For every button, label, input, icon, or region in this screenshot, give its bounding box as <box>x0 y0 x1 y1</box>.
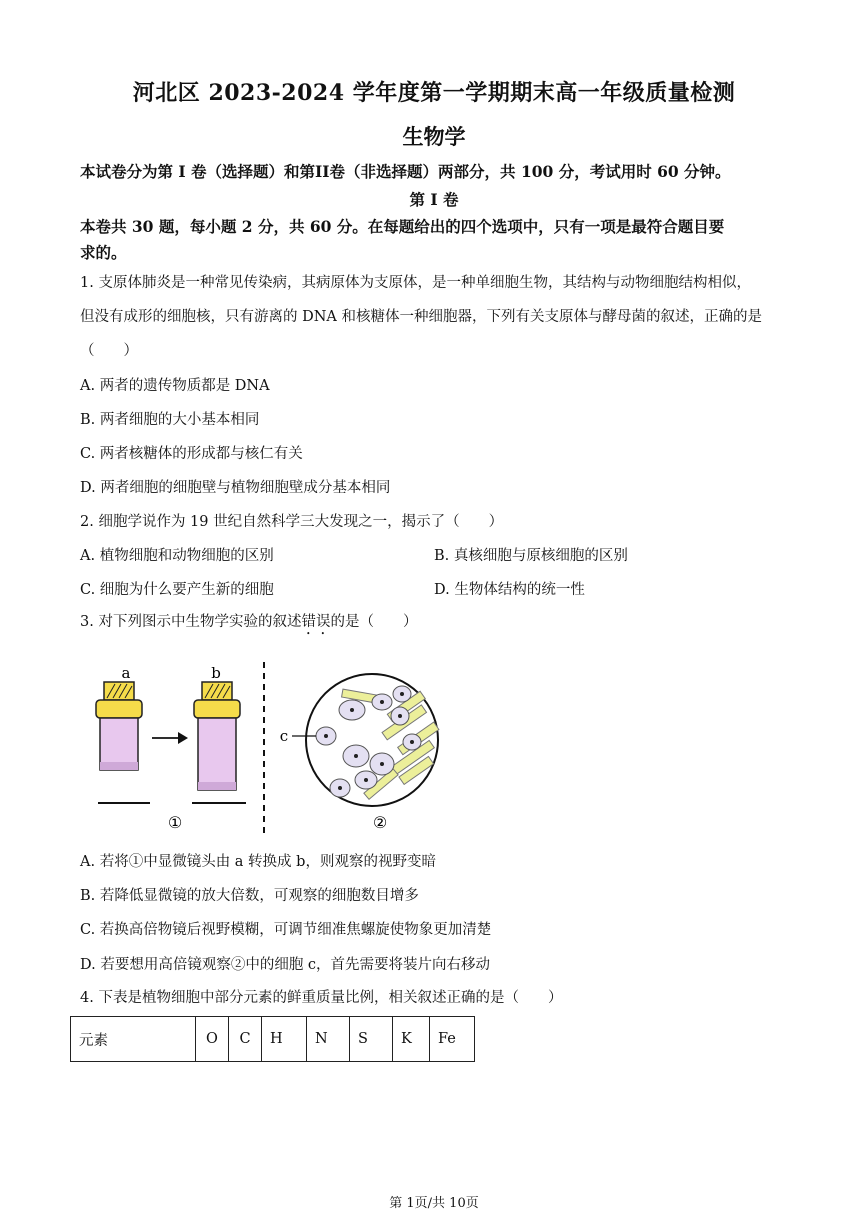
table-header-cell: K <box>393 1017 430 1062</box>
objective-lens-b <box>194 682 240 790</box>
q3-stem-prefix: 3. 对下列图示中生物学实验的叙述 <box>80 614 302 630</box>
label-figure-1: ① <box>167 813 183 832</box>
table-header-cell: Fe <box>430 1017 475 1062</box>
q1-option-d: D. 两者细胞的细胞壁与植物细胞壁成分基本相同 <box>80 480 391 496</box>
instructions-line-2: 求的。 <box>80 243 127 262</box>
part-title: 第 I 卷 <box>409 190 459 209</box>
exam-title: 河北区 2023-2024 学年度第一学期期末高一年级质量检测 <box>132 80 736 106</box>
q2-option-a: A. 植物细胞和动物细胞的区别 <box>80 548 274 564</box>
q3-option-d: D. 若要想用高倍镜观察②中的细胞 c，首先需要将装片向右移动 <box>80 957 491 973</box>
q2-option-b: B. 真核细胞与原核细胞的区别 <box>434 548 628 564</box>
table-header-cell: H <box>262 1017 307 1062</box>
q1-option-a: A. 两者的遗传物质都是 DNA <box>80 378 270 394</box>
q3-stem-suffix: 的是（ ） <box>330 614 418 630</box>
q1-stem-line-1: 1. 支原体肺炎是一种常见传染病，其病原体为支原体，是一种单细胞生物，其结构与动物细胞结构相似， <box>80 275 751 291</box>
label-figure-2: ② <box>372 813 388 832</box>
microscope-field-of-view <box>292 674 439 806</box>
exam-intro: 本试卷分为第 I 卷（选择题）和第II卷（非选择题）两部分，共 100 分，考试用时 60 分钟。 <box>80 162 731 181</box>
q3-option-a: A. 若将①中显微镜头由 a 转换成 b，则观察的视野变暗 <box>80 854 436 870</box>
table-header-cell: S <box>350 1017 393 1062</box>
q1-option-c: C. 两者核糖体的形成都与核仁有关 <box>80 446 303 462</box>
table-header-cell: N <box>307 1017 350 1062</box>
table-header-cell: O <box>196 1017 229 1062</box>
q1-option-b: B. 两者细胞的大小基本相同 <box>80 412 260 428</box>
q3-stem <box>80 612 417 638</box>
q1-stem-line-3: （ ） <box>80 343 138 359</box>
page-number: 第 1页/共 10页 <box>389 1196 479 1211</box>
q3-stem-emphasis: 错误 <box>301 614 331 630</box>
q2-stem: 2. 细胞学说作为 19 世纪自然科学三大发现之一，揭示了（ ） <box>80 514 504 530</box>
exam-subject: 生物学 <box>402 124 466 149</box>
microscope-figure <box>80 660 460 838</box>
table-row <box>71 1017 475 1062</box>
label-c: c <box>279 727 289 745</box>
q2-option-d: D. 生物体结构的统一性 <box>434 582 585 598</box>
label-b: b <box>211 664 221 682</box>
q1-stem-line-2: 但没有成形的细胞核，只有游离的 DNA 和核糖体一种细胞器，下列有关支原体与酵母菌的叙述，正确的是 <box>80 309 762 325</box>
q2-option-c: C. 细胞为什么要产生新的细胞 <box>80 582 274 598</box>
q3-option-c: C. 若换高倍物镜后视野模糊，可调节细准焦螺旋使物象更加清楚 <box>80 922 492 938</box>
q4-stem: 4. 下表是植物细胞中部分元素的鲜重质量比例，相关叙述正确的是（ ） <box>80 990 563 1006</box>
arrow-right-icon <box>152 732 188 744</box>
q3-option-b: B. 若降低显微镜的放大倍数，可观察的细胞数目增多 <box>80 888 419 904</box>
instructions-line-1: 本卷共 30 题，每小题 2 分，共 60 分。在每题给出的四个选项中，只有一项是最符合题目要 <box>80 217 725 236</box>
label-a: a <box>121 664 131 682</box>
table-header-cell: C <box>229 1017 262 1062</box>
element-table <box>70 1016 475 1062</box>
table-header-cell: 元素 <box>71 1017 196 1062</box>
objective-lens-a <box>96 682 142 770</box>
